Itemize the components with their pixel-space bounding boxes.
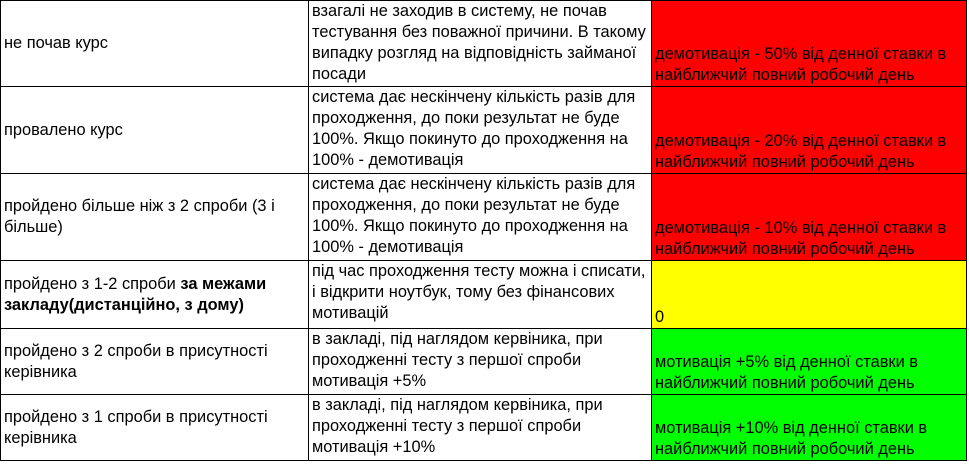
status-text: пройдено з 1-2 спроби [4,274,181,293]
status-cell[interactable]: не почав курс [1,1,309,87]
result-cell[interactable]: демотивація - 20% від денної ставки в найближчий повний робочий день [652,87,967,174]
status-cell[interactable]: пройдено більше ніж з 2 спроби (3 і більше) [1,174,309,261]
status-cell[interactable]: пройдено з 2 спроби в присутності керівника [1,329,309,395]
table-row [1,174,967,261]
table-row [1,329,967,395]
result-cell[interactable]: 0 [652,261,967,329]
table-row [1,1,967,87]
result-cell[interactable]: демотивація - 10% від денної ставки в найближчий повний робочий день [652,174,967,261]
result-cell[interactable]: демотивація - 50% від денної ставки в найближчий повний робочий день [652,1,967,87]
status-cell[interactable]: пройдено з 1 спроби в присутності керівника [1,395,309,461]
description-cell[interactable]: в закладі, під наглядом кервіника, при проходженні тесту з першої спроби мотивація +5% [309,329,652,395]
description-cell[interactable]: система дає нескінчену кількість разів для проходження, до поки результат не буде 100%. Якщо покинуто до проходження на 100% - демотивація [309,174,652,261]
description-cell[interactable]: в закладі, під наглядом кервіника, при проходженні тесту з першої спроби мотивація +10% [309,395,652,461]
result-cell[interactable]: мотивація +5% від денної ставки в найближчий повний робочий день [652,329,967,395]
result-cell[interactable]: мотивація +10% від денної ставки в найближчий повний робочий день [652,395,967,461]
status-cell[interactable]: провалено курс [1,87,309,174]
description-cell[interactable]: взагалі не заходив в систему, не почав тестування без поважної причини. В такому випадку розгляд на відповідність займаної посади [309,1,652,87]
table-row [1,395,967,461]
status-emphasis: за межами закладу(дистанційно, з дому) [4,274,267,314]
table-row [1,261,967,329]
description-cell[interactable]: під час проходження тесту можна і списати, і відкрити ноутбук, тому без фінансових мотивацій [309,261,652,329]
description-cell[interactable]: система дає нескінчену кількість разів для проходження, до поки результат не буде 100%. Якщо покинуто до проходження на 100% - демотивація [309,87,652,174]
table-row [1,87,967,174]
status-cell[interactable] [1,261,309,329]
